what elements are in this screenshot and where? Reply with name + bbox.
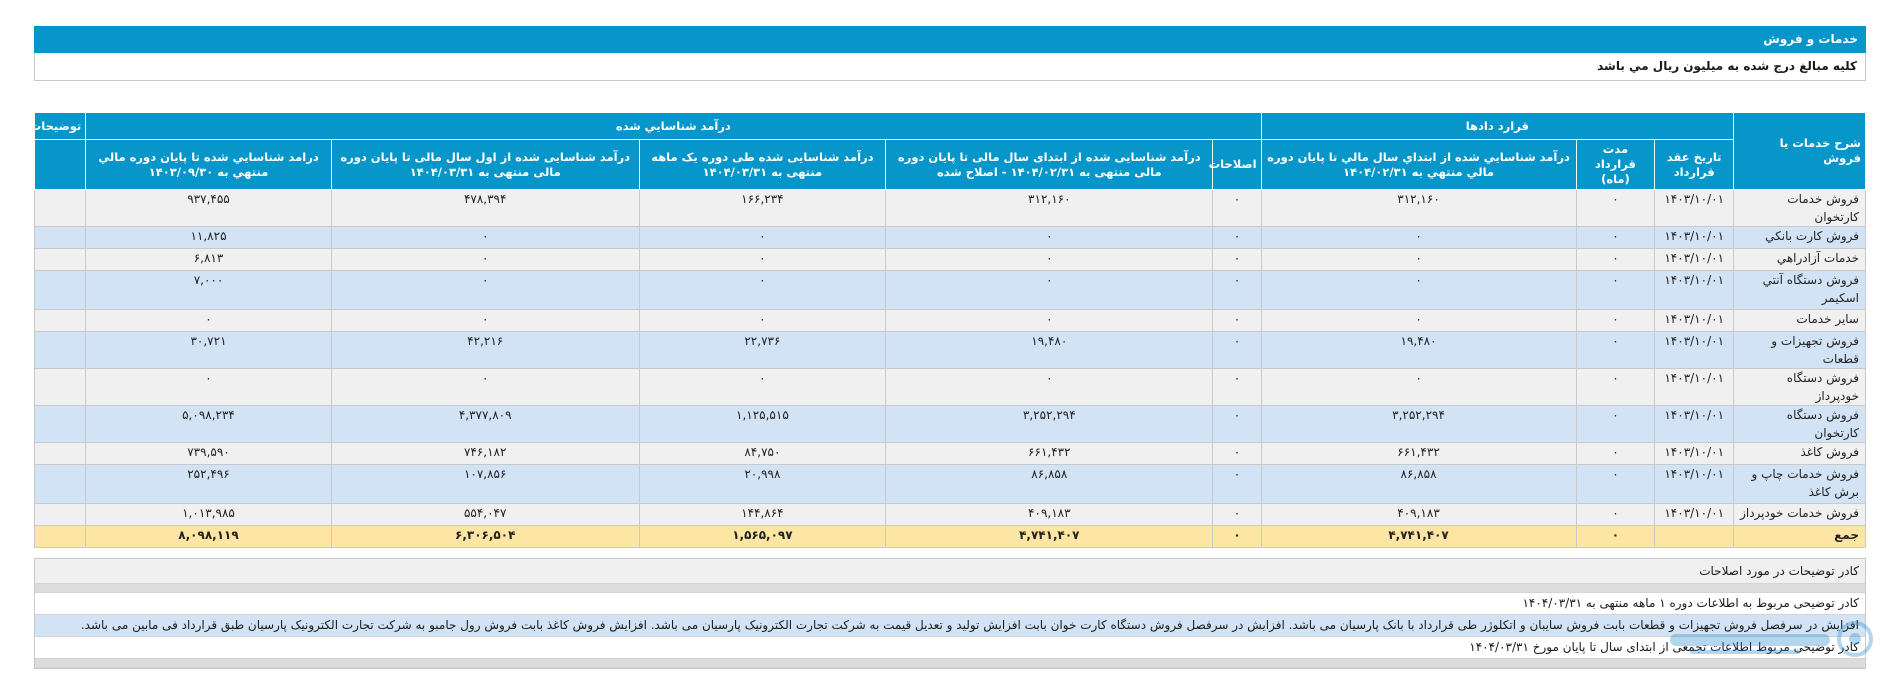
cell-revenue-month: ۰ — [639, 369, 886, 406]
cell-revenue-corrected: ۴,۷۴۱,۴۰۷ — [886, 526, 1213, 548]
cell-revenue-month: ۲۲,۷۳۶ — [639, 332, 886, 369]
cell-contract-date: ۱۴۰۳/۱۰/۰۱ — [1655, 249, 1734, 271]
cell-revenue-corrected: ۰ — [886, 271, 1213, 310]
cell-description — [35, 504, 86, 526]
cell-service-name: فروش دستگاه آنتي اسكيمر — [1734, 271, 1866, 310]
page-title: خدمات و فروش — [34, 26, 1866, 53]
cell-revenue-prev-year: ۳۰,۷۲۱ — [86, 332, 332, 369]
cell-revenue-prev: ۰ — [1261, 369, 1576, 406]
table-row — [35, 369, 1866, 406]
cell-revenue-prev-year: ۶,۸۱۳ — [86, 249, 332, 271]
cell-revenue-month: ۸۴,۷۵۰ — [639, 443, 886, 465]
ytd-explanation-title: کادر توضیحی مربوط اطلاعات تجمعی از ابتدای سال تا پایان مورخ ۱۴۰۴/۰۳/۳۱ — [35, 637, 1865, 659]
cell-service-name: فروش كاغذ — [1734, 443, 1866, 465]
corrections-explanation-title: کادر توضیحات در مورد اصلاحات — [35, 559, 1865, 584]
cell-corrections: ۰ — [1213, 249, 1261, 271]
cell-revenue-ytd: ۱۰۷,۸۵۶ — [331, 465, 639, 504]
cell-revenue-prev: ۴,۷۴۱,۴۰۷ — [1261, 526, 1576, 548]
cell-revenue-prev: ۱۹,۴۸۰ — [1261, 332, 1576, 369]
cell-revenue-month: ۰ — [639, 249, 886, 271]
cell-revenue-prev-year: ۸,۰۹۸,۱۱۹ — [86, 526, 332, 548]
header-contracts: قرارد دادها — [1261, 113, 1734, 140]
header-contract-duration: مدت قرارداد (ماه) — [1576, 140, 1655, 190]
page-wrapper — [29, 26, 1866, 654]
cell-revenue-prev-year: ۲۵۲,۴۹۶ — [86, 465, 332, 504]
cell-description — [35, 271, 86, 310]
cell-revenue-month: ۱۶۶,۲۳۴ — [639, 190, 886, 227]
sales-table — [29, 112, 1866, 548]
table-row — [35, 443, 1866, 465]
cell-corrections: ۰ — [1213, 465, 1261, 504]
cell-duration: ۰ — [1576, 227, 1655, 249]
cell-revenue-ytd: ۴,۳۷۷,۸۰۹ — [331, 406, 639, 443]
cell-revenue-corrected: ۰ — [886, 249, 1213, 271]
cell-service-name: فروش دستگاه كارتخوان — [1734, 406, 1866, 443]
table-row — [35, 332, 1866, 369]
cell-revenue-month: ۰ — [639, 271, 886, 310]
cell-description — [35, 406, 86, 443]
cell-contract-date: ۱۴۰۳/۱۰/۰۱ — [1655, 406, 1734, 443]
cell-description — [35, 227, 86, 249]
cell-duration: ۰ — [1576, 310, 1655, 332]
cell-contract-date: ۱۴۰۳/۱۰/۰۱ — [1655, 271, 1734, 310]
cell-service-name: فروش دستگاه خودپرداز — [1734, 369, 1866, 406]
cell-total-label: جمع — [1734, 526, 1866, 548]
cell-revenue-month: ۱,۵۶۵,۰۹۷ — [639, 526, 886, 548]
cell-revenue-prev: ۰ — [1261, 249, 1576, 271]
cell-duration: ۰ — [1576, 190, 1655, 227]
table-row — [35, 190, 1866, 227]
cell-duration: ۰ — [1576, 332, 1655, 369]
table-row — [35, 465, 1866, 504]
cell-revenue-ytd: ۰ — [331, 227, 639, 249]
cell-revenue-month: ۰ — [639, 310, 886, 332]
table-row — [35, 227, 1866, 249]
cell-contract-date — [1655, 526, 1734, 548]
table-row — [35, 310, 1866, 332]
cell-description — [35, 526, 86, 548]
table-row — [35, 406, 1866, 443]
header-explanations: توضيحات — [35, 113, 86, 140]
cell-revenue-ytd: ۰ — [331, 271, 639, 310]
header-revenue-prev-year: درامد شناسايي شده تا پايان دوره مالي منتهي به ۱۴۰۳/۰۹/۳۰ — [86, 140, 332, 190]
cell-revenue-corrected: ۰ — [886, 227, 1213, 249]
cell-contract-date: ۱۴۰۳/۱۰/۰۱ — [1655, 332, 1734, 369]
cell-duration: ۰ — [1576, 465, 1655, 504]
cell-description — [35, 465, 86, 504]
cell-contract-date: ۱۴۰۳/۱۰/۰۱ — [1655, 190, 1734, 227]
cell-corrections: ۰ — [1213, 310, 1261, 332]
cell-revenue-month: ۰ — [639, 227, 886, 249]
cell-service-name: فروش خدمات كارتخوان — [1734, 190, 1866, 227]
cell-revenue-prev-year: ۱۱,۸۲۵ — [86, 227, 332, 249]
total-row — [35, 526, 1866, 548]
cell-corrections: ۰ — [1213, 271, 1261, 310]
cell-contract-date: ۱۴۰۳/۱۰/۰۱ — [1655, 369, 1734, 406]
cell-revenue-prev: ۶۶۱,۴۳۲ — [1261, 443, 1576, 465]
cell-revenue-ytd: ۶,۳۰۶,۵۰۴ — [331, 526, 639, 548]
cell-corrections: ۰ — [1213, 369, 1261, 406]
cell-revenue-corrected: ۰ — [886, 369, 1213, 406]
cell-description — [35, 249, 86, 271]
cell-revenue-corrected: ۱۹,۴۸۰ — [886, 332, 1213, 369]
cell-service-name: فروش كارت بانكي — [1734, 227, 1866, 249]
cell-contract-date: ۱۴۰۳/۱۰/۰۱ — [1655, 465, 1734, 504]
cell-duration: ۰ — [1576, 443, 1655, 465]
cell-description — [35, 443, 86, 465]
cell-revenue-prev: ۰ — [1261, 271, 1576, 310]
cell-revenue-prev: ۸۶,۸۵۸ — [1261, 465, 1576, 504]
cell-duration: ۰ — [1576, 504, 1655, 526]
cell-revenue-ytd: ۵۵۴,۰۴۷ — [331, 504, 639, 526]
cell-revenue-prev: ۴۰۹,۱۸۳ — [1261, 504, 1576, 526]
cell-revenue-corrected: ۳,۲۵۲,۲۹۴ — [886, 406, 1213, 443]
cell-revenue-prev-year: ۷۳۹,۵۹۰ — [86, 443, 332, 465]
cell-corrections: ۰ — [1213, 227, 1261, 249]
cell-revenue-ytd: ۰ — [331, 310, 639, 332]
cell-revenue-ytd: ۰ — [331, 369, 639, 406]
cell-revenue-prev: ۳,۲۵۲,۲۹۴ — [1261, 406, 1576, 443]
cell-corrections: ۰ — [1213, 406, 1261, 443]
cell-corrections: ۰ — [1213, 190, 1261, 227]
table-row — [35, 249, 1866, 271]
cell-revenue-ytd: ۷۴۶,۱۸۲ — [331, 443, 639, 465]
table-row — [35, 504, 1866, 526]
cell-duration: ۰ — [1576, 369, 1655, 406]
units-note: کليه مبالغ درج شده به ميليون ريال مي باشد — [34, 53, 1866, 81]
cell-revenue-prev-year: ۹۳۷,۴۵۵ — [86, 190, 332, 227]
header-revenue-prev-period: درآمد شناسايي شده از ابتداي سال مالي تا پايان دوره مالي منتهي به ۱۴۰۴/۰۲/۳۱ — [1261, 140, 1576, 190]
ytd-explanation-body — [35, 659, 1865, 668]
cell-revenue-corrected: ۰ — [886, 310, 1213, 332]
cell-contract-date: ۱۴۰۳/۱۰/۰۱ — [1655, 310, 1734, 332]
cell-revenue-corrected: ۸۶,۸۵۸ — [886, 465, 1213, 504]
header-recognized-revenue: درآمد شناسايي شده — [86, 113, 1261, 140]
cell-revenue-prev-year: ۷,۰۰۰ — [86, 271, 332, 310]
explanations-panel — [34, 558, 1866, 669]
cell-description — [35, 190, 86, 227]
cell-revenue-month: ۱۴۴,۸۶۴ — [639, 504, 886, 526]
cell-revenue-prev: ۳۱۲,۱۶۰ — [1261, 190, 1576, 227]
cell-service-name: فروش تجهيزات و قطعات — [1734, 332, 1866, 369]
corrections-explanation-body — [35, 584, 1865, 593]
cell-revenue-month: ۲۰,۹۹۸ — [639, 465, 886, 504]
cell-revenue-month: ۱,۱۲۵,۵۱۵ — [639, 406, 886, 443]
cell-duration: ۰ — [1576, 249, 1655, 271]
cell-service-name: ساير خدمات — [1734, 310, 1866, 332]
header-service: شرح خدمات يا فروش — [1734, 113, 1866, 190]
cell-description — [35, 310, 86, 332]
cell-service-name: فروش خدمات چاپ و برش كاغذ — [1734, 465, 1866, 504]
table-row — [35, 271, 1866, 310]
header-corrections: اصلاحات — [1213, 140, 1261, 190]
cell-contract-date: ۱۴۰۳/۱۰/۰۱ — [1655, 504, 1734, 526]
cell-revenue-ytd: ۴۲,۲۱۶ — [331, 332, 639, 369]
cell-revenue-prev-year: ۰ — [86, 369, 332, 406]
header-revenue-corrected: درآمد شناسایی شده از ابتدای سال مالی تا پایان دوره مالی منتهی به ۱۴۰۴/۰۲/۳۱ - اصلاح شده — [886, 140, 1213, 190]
cell-description — [35, 369, 86, 406]
month-explanation-text: افزایش در سرفصل فروش تجهیزات و قطعات بابت فروش سایبان و اتکلوژر طی قرارداد با بانک پارسیان می باشد. افزایش در سرفصل فروش دستگاه کارت خوان بابت افزایش تولید و تعدیل قیمت به شرکت تجارت الکترونیک پارسیان می باشد. افزایش فروش کاغذ بابت فروش رول جامبو به شرکت تجارت الکترونیک پارسیان طبق قرارداد فی مابین می باشد. — [35, 615, 1865, 637]
cell-description — [35, 332, 86, 369]
cell-revenue-corrected: ۶۶۱,۴۳۲ — [886, 443, 1213, 465]
cell-corrections: ۰ — [1213, 443, 1261, 465]
cell-revenue-corrected: ۳۱۲,۱۶۰ — [886, 190, 1213, 227]
cell-contract-date: ۱۴۰۳/۱۰/۰۱ — [1655, 227, 1734, 249]
cell-revenue-ytd: ۰ — [331, 249, 639, 271]
table-body — [35, 190, 1866, 548]
header-revenue-one-month: درآمد شناسایی شده طی دوره یک ماهه منتهی به ۱۴۰۴/۰۳/۳۱ — [639, 140, 886, 190]
cell-contract-date: ۱۴۰۳/۱۰/۰۱ — [1655, 443, 1734, 465]
cell-corrections: ۰ — [1213, 504, 1261, 526]
cell-service-name: خدمات آزادراهي — [1734, 249, 1866, 271]
cell-revenue-prev-year: ۰ — [86, 310, 332, 332]
cell-revenue-prev-year: ۵,۰۹۸,۲۳۴ — [86, 406, 332, 443]
header-description — [35, 140, 86, 190]
cell-service-name: فروش خدمات خودپرداز — [1734, 504, 1866, 526]
cell-duration: ۰ — [1576, 271, 1655, 310]
header-contract-date: تاريخ عقد قرارداد — [1655, 140, 1734, 190]
header-revenue-ytd: درآمد شناسایی شده از اول سال مالی تا پایان دوره مالی منتهی به ۱۴۰۴/۰۳/۳۱ — [331, 140, 639, 190]
cell-revenue-ytd: ۴۷۸,۳۹۴ — [331, 190, 639, 227]
cell-revenue-prev: ۰ — [1261, 227, 1576, 249]
cell-revenue-prev: ۰ — [1261, 310, 1576, 332]
month-explanation-title: کادر توضیحی مربوط به اطلاعات دوره ۱ ماهه منتهی به ۱۴۰۴/۰۳/۳۱ — [35, 593, 1865, 615]
watermark-logo — [1650, 614, 1880, 664]
cell-corrections: ۰ — [1213, 332, 1261, 369]
cell-revenue-corrected: ۴۰۹,۱۸۳ — [886, 504, 1213, 526]
cell-duration: ۰ — [1576, 526, 1655, 548]
cell-revenue-prev-year: ۱,۰۱۳,۹۸۵ — [86, 504, 332, 526]
cell-corrections: ۰ — [1213, 526, 1261, 548]
cell-duration: ۰ — [1576, 406, 1655, 443]
